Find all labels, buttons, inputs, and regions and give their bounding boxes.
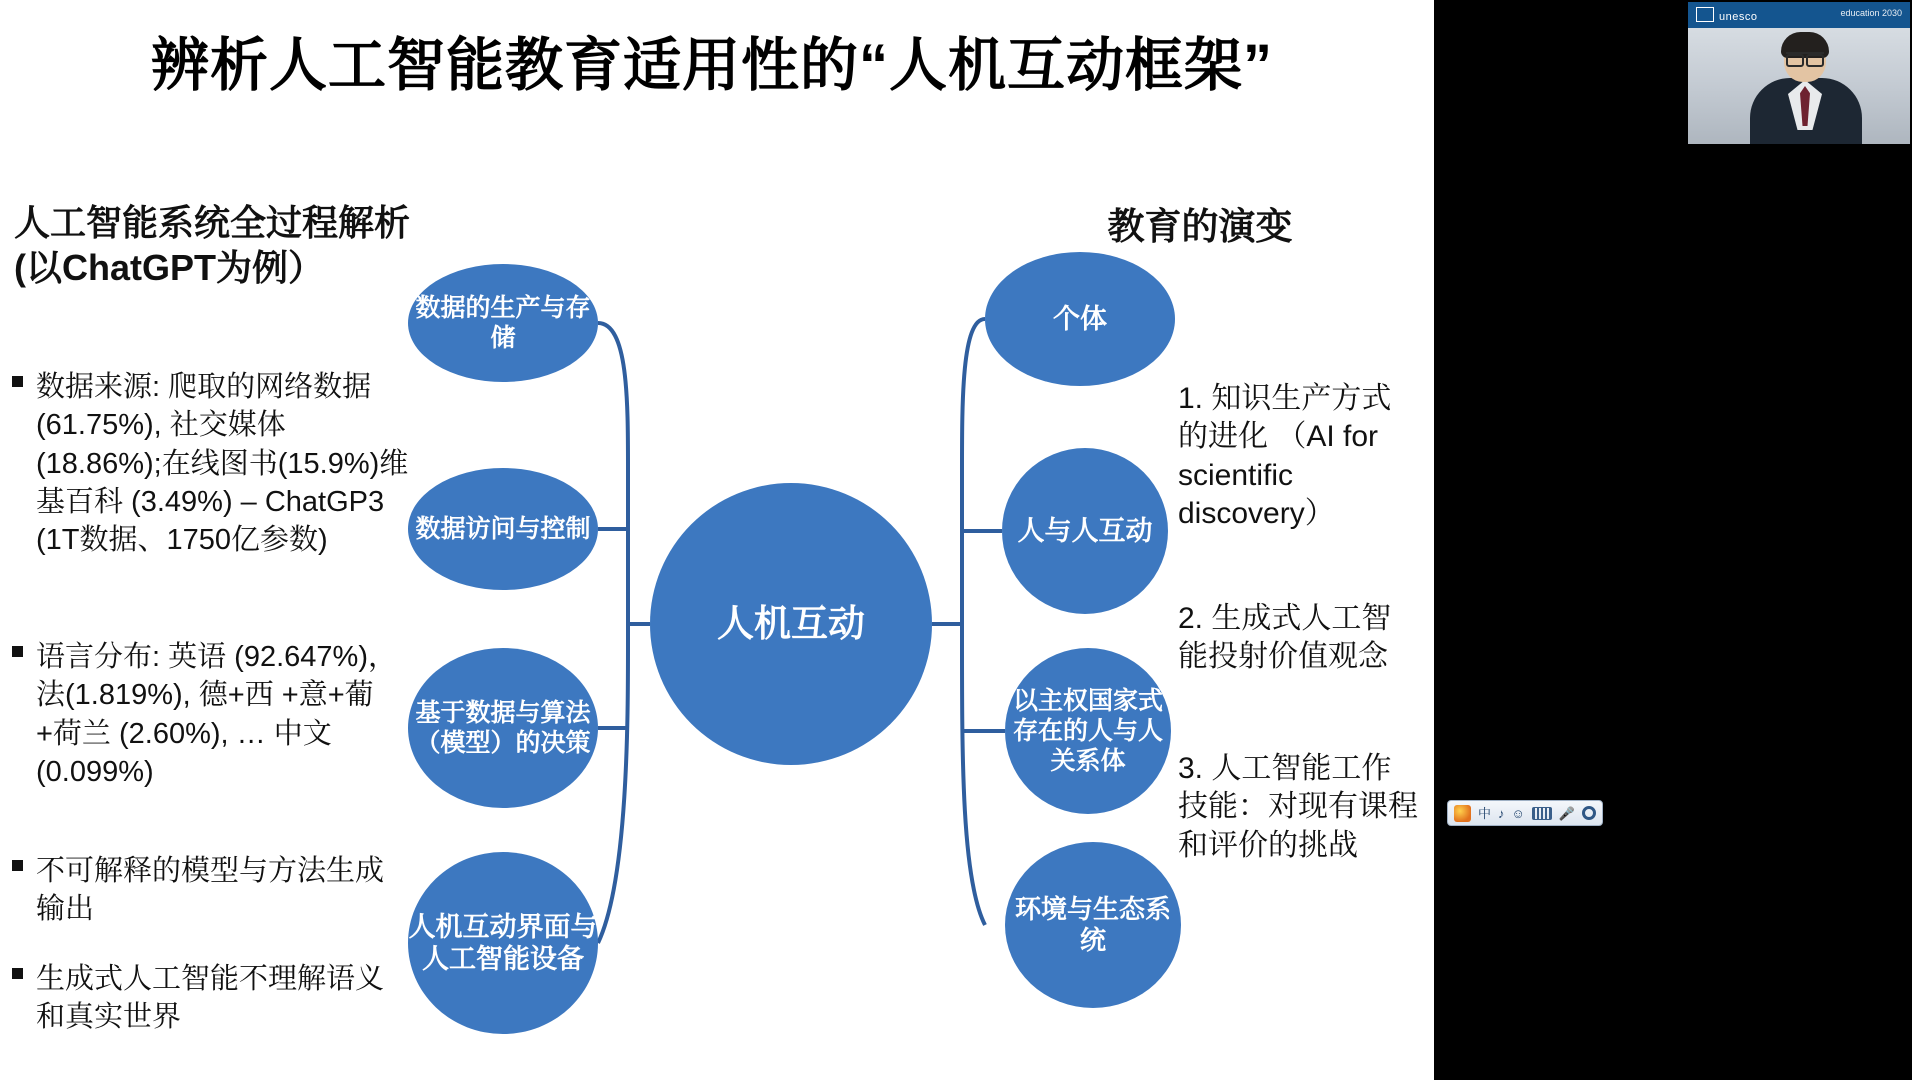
left-bullet-text: 数据来源: 爬取的网络数据 (61.75%), 社交媒体 (18.86%);在线图书(15.9%)维基百科 (3.49%) – ChatGP3 (1T数据、1750亿参数) xyxy=(36,371,409,557)
bullet-marker-icon xyxy=(12,376,23,387)
diagram-node-algorithm-decision: 基于数据与算法（模型）的决策 xyxy=(408,648,598,808)
diagram-node-data-access: 数据访问与控制 xyxy=(408,468,598,590)
diagram-node-individual: 个体 xyxy=(985,252,1175,386)
slide-title: 辨析人工智能教育适用性的“人机互动框架” xyxy=(150,33,1273,98)
unesco-logo: unesco xyxy=(1696,7,1757,23)
left-bullet-item xyxy=(10,852,410,929)
ime-logo-icon[interactable] xyxy=(1454,805,1471,822)
right-list-item: 3. 人工智能工作技能：对现有课程和评价的挑战 xyxy=(1178,752,1418,862)
right-list-item: 1. 知识生产方式的进化 （AI for scientific discovery） xyxy=(1178,382,1392,531)
smiley-icon[interactable]: ☺ xyxy=(1511,805,1525,821)
diagram-node-environment-ecosystem: 环境与生态系统 xyxy=(1005,842,1181,1008)
bullet-marker-icon xyxy=(12,646,23,657)
bullet-marker-icon xyxy=(12,968,23,979)
diagram-node-person-to-person: 人与人互动 xyxy=(1002,448,1168,614)
keyboard-icon[interactable] xyxy=(1532,807,1552,820)
left-bullet-item xyxy=(10,638,410,791)
settings-gear-icon[interactable] xyxy=(1582,806,1596,820)
speaker-glasses xyxy=(1786,52,1824,64)
bullet-marker-icon xyxy=(12,860,23,871)
diagram-node-interface-devices: 人机互动界面与人工智能设备 xyxy=(408,852,598,1034)
meeting-background-panel xyxy=(1434,0,1912,1080)
chinese-mode-icon[interactable]: 中 xyxy=(1478,805,1492,821)
ime-toolbar[interactable] xyxy=(1447,800,1603,826)
diagram-node-sovereign-state-relations: 以主权国家式存在的人与人关系体 xyxy=(1005,648,1171,814)
right-section-heading: 教育的演变 xyxy=(1107,206,1293,247)
left-bullet-item xyxy=(10,960,410,1037)
diagram-node-center-human-machine-interaction: 人机互动 xyxy=(650,483,932,765)
left-section-heading: 人工智能系统全过程解析(以ChatGPT为例） xyxy=(14,202,411,288)
right-list-item: 2. 生成式人工智能投射价值观念 xyxy=(1178,602,1392,674)
education-2030-logo: education 2030 xyxy=(1840,8,1902,18)
unesco-mark-icon xyxy=(1696,7,1714,22)
tone-icon[interactable]: ♪ xyxy=(1498,805,1505,821)
left-bullet-item xyxy=(10,368,410,559)
speaker-video-tile[interactable] xyxy=(1688,2,1910,144)
microphone-icon[interactable]: 🎤 xyxy=(1558,805,1575,821)
left-bullet-text: 语言分布: 英语 (92.647%)，法(1.819%), 德+西 +意+葡+荷兰 (2.60%), … 中文 (0.099%) xyxy=(36,641,397,788)
diagram-node-data-production: 数据的生产与存储 xyxy=(408,264,598,382)
left-bullet-text: 不可解释的模型与方法生成输出 xyxy=(36,855,385,926)
video-banner xyxy=(1688,2,1910,28)
left-bullet-text: 生成式人工智能不理解语义和真实世界 xyxy=(36,963,385,1034)
